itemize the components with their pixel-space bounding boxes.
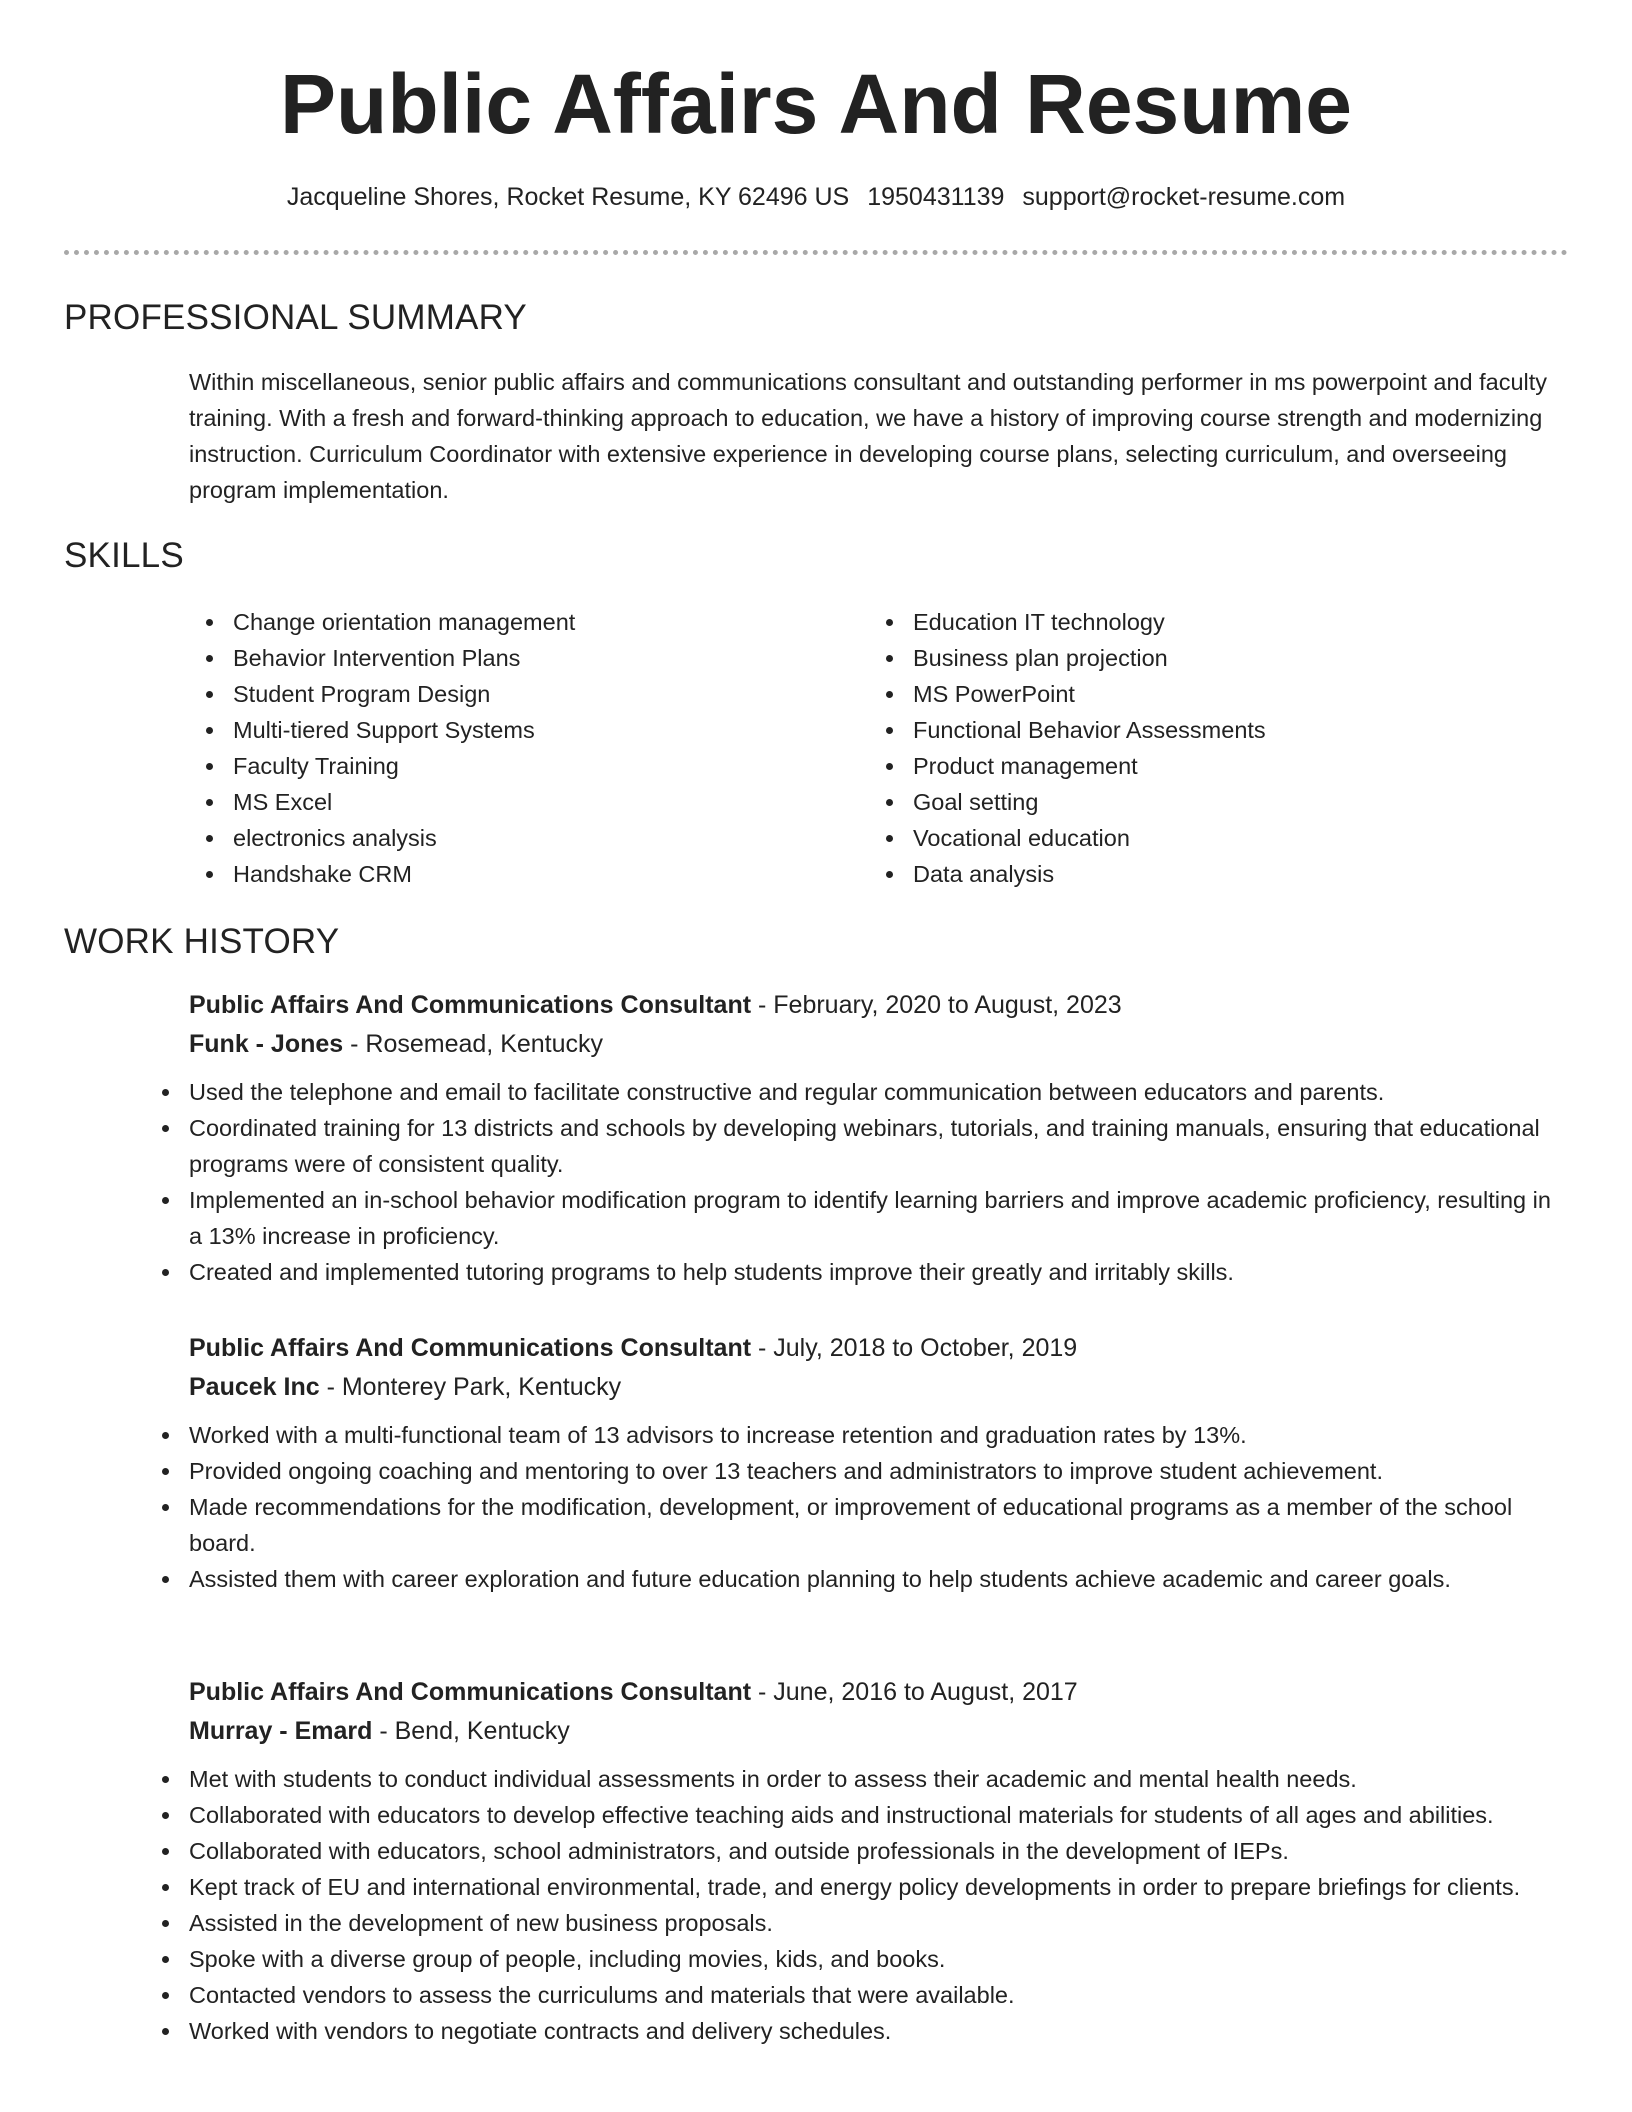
job-company: Murray - Emard	[189, 1717, 373, 1745]
job-location: - Bend, Kentucky	[372, 1717, 570, 1745]
job-company-line	[189, 1712, 1569, 1751]
job-bullets	[145, 1417, 1569, 1597]
skill-item: Handshake CRM	[189, 856, 829, 892]
job-bullet: Coordinated training for 13 districts and schools by developing webinars, tutorials, and training manuals, ensuring that educational programs were of consistent quality.	[145, 1110, 1569, 1182]
job-dates: - June, 2016 to August, 2017	[751, 1678, 1078, 1706]
job-title: Public Affairs And Communications Consultant	[189, 1334, 752, 1362]
job-bullet: Implemented an in-school behavior modification program to identify learning barriers and improve academic proficiency, resulting in a 13% increase in proficiency.	[145, 1182, 1569, 1254]
job-title-line	[189, 1329, 1569, 1368]
skill-item: Student Program Design	[189, 676, 829, 712]
skill-item: Functional Behavior Assessments	[869, 712, 1569, 748]
skill-item: electronics analysis	[189, 820, 829, 856]
job-company: Funk - Jones	[189, 1030, 344, 1058]
skill-item: Change orientation management	[189, 604, 829, 640]
skills-list-left	[189, 604, 829, 892]
job-company-line	[189, 1025, 1569, 1064]
contact-email: support@rocket-resume.com	[1022, 183, 1346, 211]
job-bullets	[145, 1761, 1569, 2049]
job-title-line	[189, 986, 1569, 1025]
skills-list-right	[869, 604, 1569, 892]
skill-item: Vocational education	[869, 820, 1569, 856]
job-title-line	[189, 1673, 1569, 1712]
job-bullet: Worked with a multi-functional team of 13 advisors to increase retention and graduation rates by 13%.	[145, 1417, 1569, 1453]
skill-item: MS PowerPoint	[869, 676, 1569, 712]
job-bullet: Created and implemented tutoring programs to help students improve their greatly and irritably skills.	[145, 1254, 1569, 1290]
job-entry	[189, 1673, 1569, 2049]
job-bullet: Met with students to conduct individual assessments in order to assess their academic and mental health needs.	[145, 1761, 1569, 1797]
job-bullet: Worked with vendors to negotiate contracts and delivery schedules.	[145, 2013, 1569, 2049]
skill-item: Multi-tiered Support Systems	[189, 712, 829, 748]
skill-item: Product management	[869, 748, 1569, 784]
job-company-line	[189, 1368, 1569, 1407]
contact-line	[64, 180, 1568, 214]
work-history-heading: WORK HISTORY	[64, 922, 340, 961]
summary-text: Within miscellaneous, senior public affairs and communications consultant and outstanding performer in ms powerpoint and faculty training. With a fresh and forward-thinking approach to education, we have a history of improving course strength and modernizing instruction. Curriculum Coordinator with extensive experience in developing course plans, selecting curriculum, and overseeing program implementation.	[189, 369, 1548, 503]
skill-item: Education IT technology	[869, 604, 1569, 640]
job-bullet: Used the telephone and email to facilitate constructive and regular communication between educators and parents.	[145, 1074, 1569, 1110]
job-bullet: Collaborated with educators, school administrators, and outside professionals in the development of IEPs.	[145, 1833, 1569, 1869]
skill-item: Business plan projection	[869, 640, 1569, 676]
job-bullet: Collaborated with educators to develop effective teaching aids and instructional materials for students of all ages and abilities.	[145, 1797, 1569, 1833]
job-dates: - February, 2020 to August, 2023	[751, 991, 1122, 1019]
job-dates: - July, 2018 to October, 2019	[751, 1334, 1078, 1362]
job-entry	[189, 986, 1569, 1290]
skill-item: Data analysis	[869, 856, 1569, 892]
job-location: - Rosemead, Kentucky	[343, 1030, 604, 1058]
job-entry	[189, 1329, 1569, 1597]
job-location: - Monterey Park, Kentucky	[319, 1373, 622, 1401]
job-company: Paucek Inc	[189, 1373, 320, 1401]
resume-title: Public Affairs And Resume	[280, 57, 1352, 151]
skill-item: Behavior Intervention Plans	[189, 640, 829, 676]
job-bullet: Contacted vendors to assess the curriculums and materials that were available.	[145, 1977, 1569, 2013]
contact-phone: 1950431139	[867, 183, 1005, 211]
skill-item: Goal setting	[869, 784, 1569, 820]
skill-item: Faculty Training	[189, 748, 829, 784]
contact-address: Jacqueline Shores, Rocket Resume, KY 62496 US	[286, 183, 850, 211]
job-bullet: Spoke with a diverse group of people, including movies, kids, and books.	[145, 1941, 1569, 1977]
job-bullet: Made recommendations for the modification, development, or improvement of educational programs as a member of the school board.	[145, 1489, 1569, 1561]
job-bullet: Kept track of EU and international environmental, trade, and energy policy developments in order to prepare briefings for clients.	[145, 1869, 1569, 1905]
job-bullet: Provided ongoing coaching and mentoring to over 13 teachers and administrators to improve student achievement.	[145, 1453, 1569, 1489]
summary-heading: PROFESSIONAL SUMMARY	[64, 298, 527, 337]
job-bullet: Assisted them with career exploration and future education planning to help students achieve academic and career goals.	[145, 1561, 1569, 1597]
skill-item: MS Excel	[189, 784, 829, 820]
job-title: Public Affairs And Communications Consultant	[189, 1678, 752, 1706]
job-title: Public Affairs And Communications Consultant	[189, 991, 752, 1019]
job-bullets	[145, 1074, 1569, 1290]
skills-heading: SKILLS	[64, 536, 184, 575]
header-divider	[64, 250, 1568, 255]
job-bullet: Assisted in the development of new business proposals.	[145, 1905, 1569, 1941]
